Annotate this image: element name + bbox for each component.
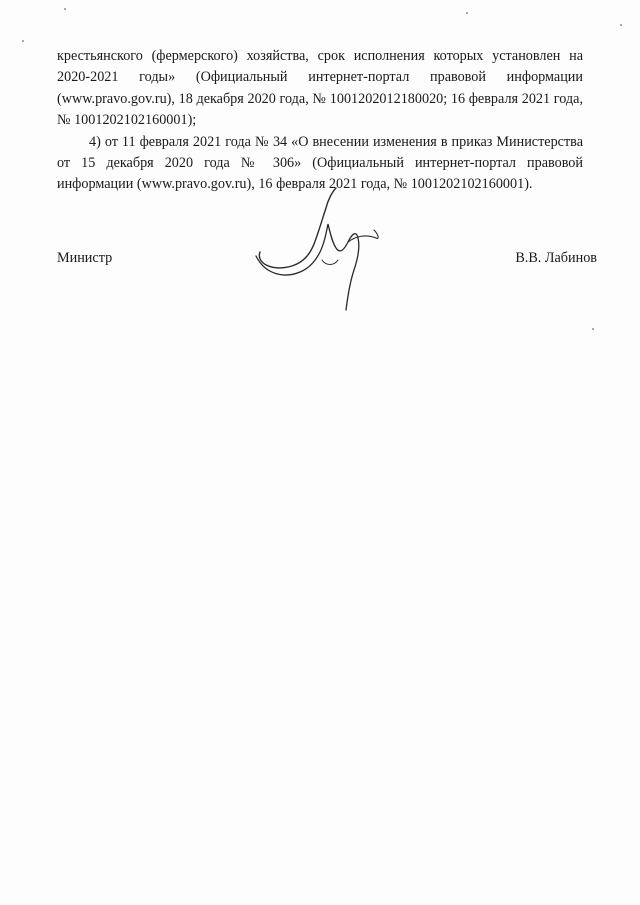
handwritten-signature bbox=[252, 186, 392, 316]
scan-speck bbox=[466, 12, 468, 14]
paragraph-item-4: 4) от 11 февраля 2021 года № 34 «О внесении изменения в приказ Министерства от 15 декабря 2020 года № 306» (Официальный интернет-портал правовой информации (www.pravo.gov.ru), 16 февраля 2021 года, № 1001202102160001). bbox=[57, 133, 583, 193]
scan-speck bbox=[592, 328, 594, 330]
scan-speck bbox=[620, 24, 622, 26]
scan-speck bbox=[64, 8, 66, 10]
scan-speck bbox=[22, 40, 24, 42]
paragraph-continuation: крестьянского (фермерского) хозяйства, срок исполнения которых установлен на 2020-2021 годы» (Официальный интернет-портал правовой информации (www.pravo.gov.ru), 18 декабря 2020 года, № 1001202012180020; 16 февраля 2021 года, № 1001202102160001); bbox=[57, 48, 583, 129]
signatory-title: Министр bbox=[57, 250, 113, 266]
signatory-name: В.В. Лабинов bbox=[515, 250, 597, 266]
document-body bbox=[57, 46, 583, 196]
